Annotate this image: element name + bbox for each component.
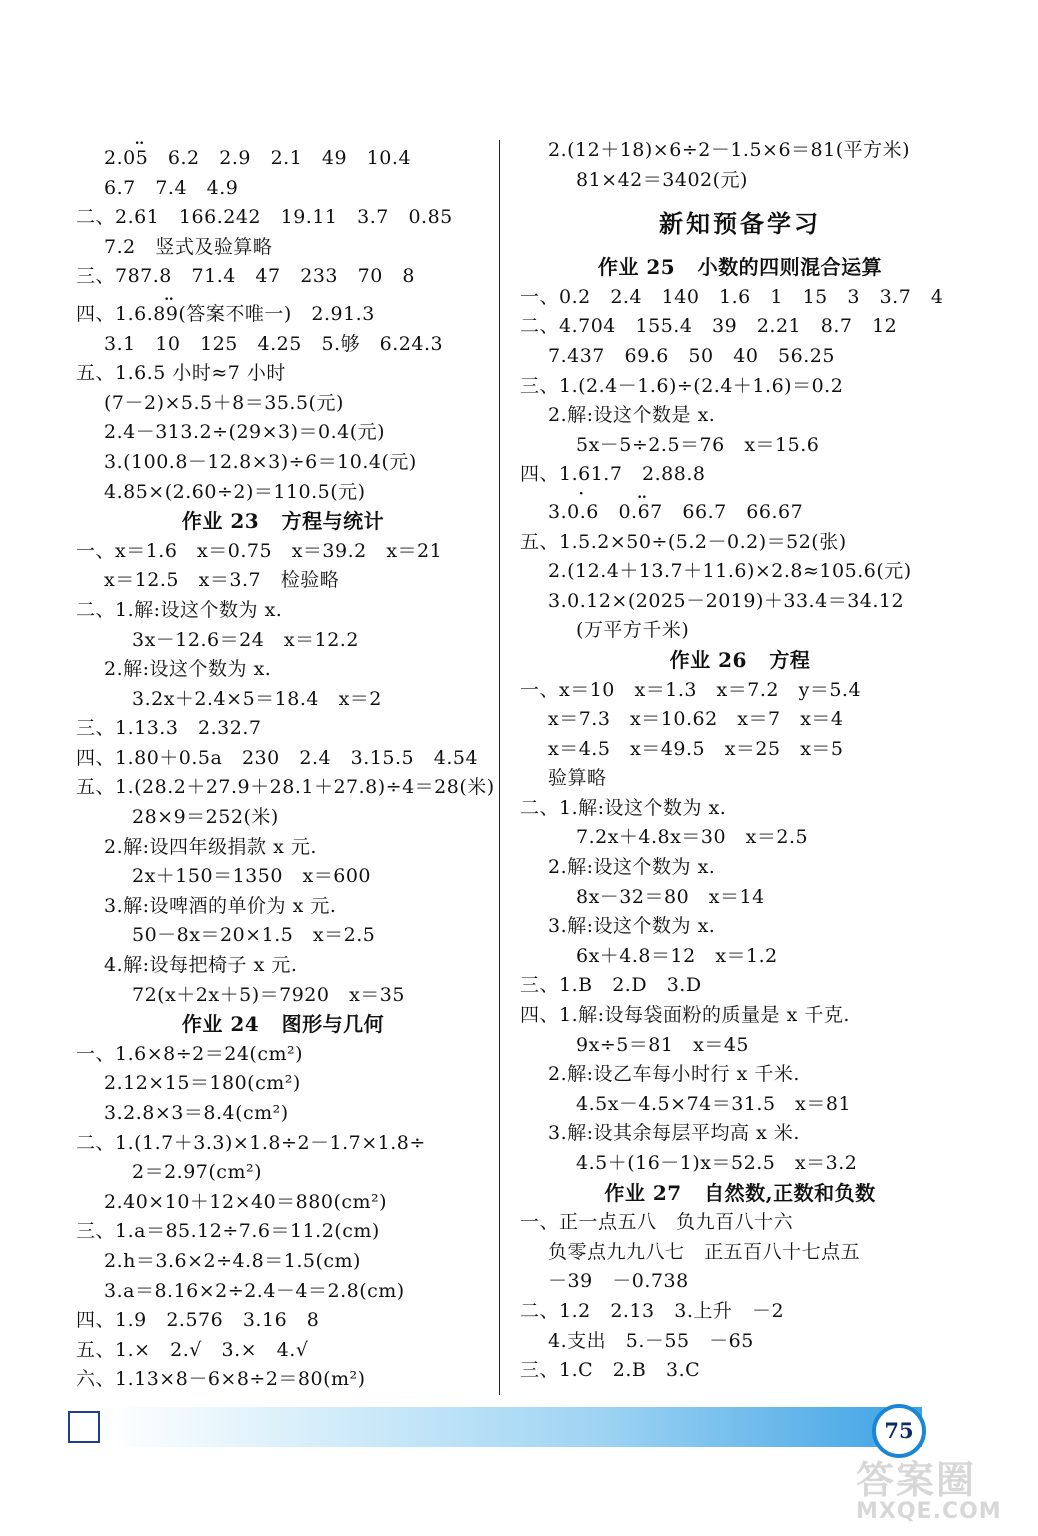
answer-line: 4.5x－4.5×74＝31.5 x＝81 [576,1092,852,1115]
answer-line: 三、787.8 71.4 47 233 70 8 [76,265,415,288]
answer-line: 二、4.704 155.4 39 2.21 8.7 12 [520,315,898,338]
answer-line: 2.12×15＝180(cm²) [104,1072,301,1095]
answer-line: 五、1.6.5 小时≈7 小时 [76,362,286,385]
answer-line: 6.7 7.4 4.9 [104,176,239,199]
answer-line: 8x－32＝80 x＝14 [576,885,765,908]
watermark-bottom-text: MXQE.COM [856,1499,1002,1524]
answer-line: 二、1.(1.7＋3.3)×1.8÷2－1.7×1.8÷ [76,1131,426,1154]
assignment-heading: 作业 26 方程 [669,647,811,672]
answer-line: 一、正一点五八 负九百八十六 [520,1211,794,1234]
answer-line: 2.h＝3.6×2÷4.8＝1.5(cm) [104,1249,361,1272]
answer-line: 五、1.5.2×50÷(5.2－0.2)＝52(张) [520,530,847,553]
answer-line: 2.(12.4＋13.7＋11.6)×2.8≈105.6(元) [548,560,912,583]
column-divider [499,140,500,1395]
answer-line: 三、1.(2.4－1.6)÷(2.4＋1.6)＝0.2 [520,374,844,397]
answer-line: 28×9＝252(米) [132,806,279,829]
assignment-heading: 作业 27 自然数,正数和负数 [604,1180,876,1205]
assignment-heading: 作业 25 小数的四则混合运算 [597,255,883,280]
answer-line: 50－8x＝20×1.5 x＝2.5 [132,924,376,947]
answer-line: 7.2 竖式及验算略 [104,235,273,258]
section-heading-large: 新知预备学习 [659,209,821,239]
answer-line: 4.5＋(16－1)x＝52.5 x＝3.2 [576,1152,858,1174]
answer-line: (万平方千米) [576,619,690,642]
answer-line: 2.解:设这个数为 x. [104,658,272,681]
answer-line: 5x－5÷2.5＝76 x＝15.6 [576,433,820,456]
answer-line: 三、1.C 2.B 3.C [520,1359,701,1382]
footer-checkbox-square [68,1411,100,1443]
answer-line: 一、x＝1.6 x＝0.75 x＝39.2 x＝21 [76,539,443,562]
answer-line: 二、1.解:设这个数为 x. [76,598,283,621]
answer-line: 四、1.9 2.576 3.16 8 [76,1309,320,1332]
right-column [520,136,960,1386]
watermark-logo [856,1460,1036,1532]
answer-line: 2.40×10＋12×40＝880(cm²) [104,1190,388,1213]
answer-line: 二、1.2 2.13 3.上升 －2 [520,1299,785,1322]
answer-line: 3.a＝8.16×2÷2.4－4＝2.8(cm) [104,1279,405,1302]
answer-line: 四、1.61.7 2.88.8 [520,463,706,486]
answer-line: 4.解:设每把椅子 x 元. [104,954,298,977]
answer-line: 2＝2.97(cm²) [132,1161,262,1184]
answer-line: 3.2.8×3＝8.4(cm²) [104,1102,289,1124]
answer-line: 三、1.13.3 2.32.7 [76,717,262,740]
answer-line: 3.(100.8－12.8×3)÷6＝10.4(元) [104,450,417,473]
repeating-decimal-dots: · ‥ [578,485,647,502]
page-number: 75 [872,1404,926,1458]
answer-line: 一、x＝10 x＝1.3 x＝7.2 y＝5.4 [520,678,862,701]
answer-line: 四、1.解:设每袋面粉的质量是 x 千克. [520,1004,850,1027]
answer-line: 3.解:设这个数为 x. [548,915,716,938]
answer-line: 五、1.(28.2＋27.9＋28.1＋27.8)÷4＝28(米) [76,776,495,799]
answer-line: 一、0.2 2.4 140 1.6 1 15 3 3.7 4 [520,285,944,308]
assignment-heading: 作业 24 图形与几何 [181,1012,385,1037]
answer-line: 负零点九九八七 正五百八十七点五 [548,1240,861,1263]
answer-line: 9x÷5＝81 x＝45 [576,1033,749,1056]
answer-line: 验算略 [548,767,607,790]
answer-line: 4.85×(2.60÷2)＝110.5(元) [104,480,366,503]
answer-line: 四、1.6.89(答案不唯一) 2.91.3 [76,302,375,325]
watermark-top-text: 答案圈 [856,1458,977,1502]
answer-line: 3.1 10 125 4.25 5.够 6.24.3 [104,332,444,355]
answer-line: x＝4.5 x＝49.5 x＝25 x＝5 [548,737,844,760]
answer-line: x＝7.3 x＝10.62 x＝7 x＝4 [548,708,844,731]
answer-line: 81×42＝3402(元) [576,168,748,191]
left-column [76,132,495,1395]
answer-line: 4.支出 5.－55 －65 [548,1329,754,1352]
answer-line: 2.解:设这个数为 x. [548,856,716,879]
answer-line: x＝12.5 x＝3.7 检验略 [104,569,340,592]
answer-line: 四、1.80＋0.5a 230 2.4 3.15.5 4.54 [76,746,479,769]
assignment-heading: 作业 23 方程与统计 [181,509,385,534]
answer-line: 2.4－313.2÷(29×3)＝0.4(元) [104,421,386,444]
answer-line: 2.解:设这个数是 x. [548,404,716,427]
answer-line: 3.0.12×(2025－2019)＋33.4＝34.12 [548,589,905,612]
answer-line: 2.解:设四年级捐款 x 元. [104,835,317,858]
answer-line: 五、1.× 2.√ 3.× 4.√ [76,1338,309,1361]
answer-line: －39 －0.738 [548,1270,689,1293]
footer-gradient-band [110,1407,922,1447]
answer-line: 2x＋150＝1350 x＝600 [132,865,372,888]
answer-line: (7－2)×5.5＋8＝35.5(元) [104,391,344,414]
answer-line: 二、2.61 166.242 19.11 3.7 0.85 [76,206,453,229]
answer-line: 3.解:设其余每层平均高 x 米. [548,1122,800,1145]
answer-line: 7.437 69.6 50 40 56.25 [548,344,835,367]
answer-line: 六、1.13×8－6×8÷2＝80(m²) [76,1368,366,1391]
answer-line: 6x＋4.8＝12 x＝1.2 [576,944,778,967]
repeating-decimal-dots: ‥ [134,132,145,148]
repeating-decimal-dots: ‥ [164,287,174,304]
answer-line: 2.(12＋18)×6÷2－1.5×6＝81(平方米) [548,139,911,161]
answer-line: 二、1.解:设这个数为 x. [520,796,727,819]
answer-line: 72(x＋2x＋5)＝7920 x＝35 [132,983,405,1006]
answer-line: 3x－12.6＝24 x＝12.2 [132,628,359,651]
answer-line: 3.0.6 0.67 66.7 66.67 [548,500,804,523]
answer-line: 2.05 6.2 2.9 2.1 49 10.4 [104,147,412,169]
answer-line: 三、1.B 2.D 3.D [520,974,702,997]
answer-line: 一、1.6×8÷2＝24(cm²) [76,1042,304,1065]
answer-line: 7.2x＋4.8x＝30 x＝2.5 [576,826,809,849]
answer-line: 2.解:设乙车每小时行 x 千米. [548,1063,800,1086]
answer-line: 3.解:设啤酒的单价为 x 元. [104,894,337,917]
answer-line: 三、1.a＝85.12÷7.6＝11.2(cm) [76,1220,380,1243]
answer-line: 3.2x＋2.4×5＝18.4 x＝2 [132,687,382,710]
